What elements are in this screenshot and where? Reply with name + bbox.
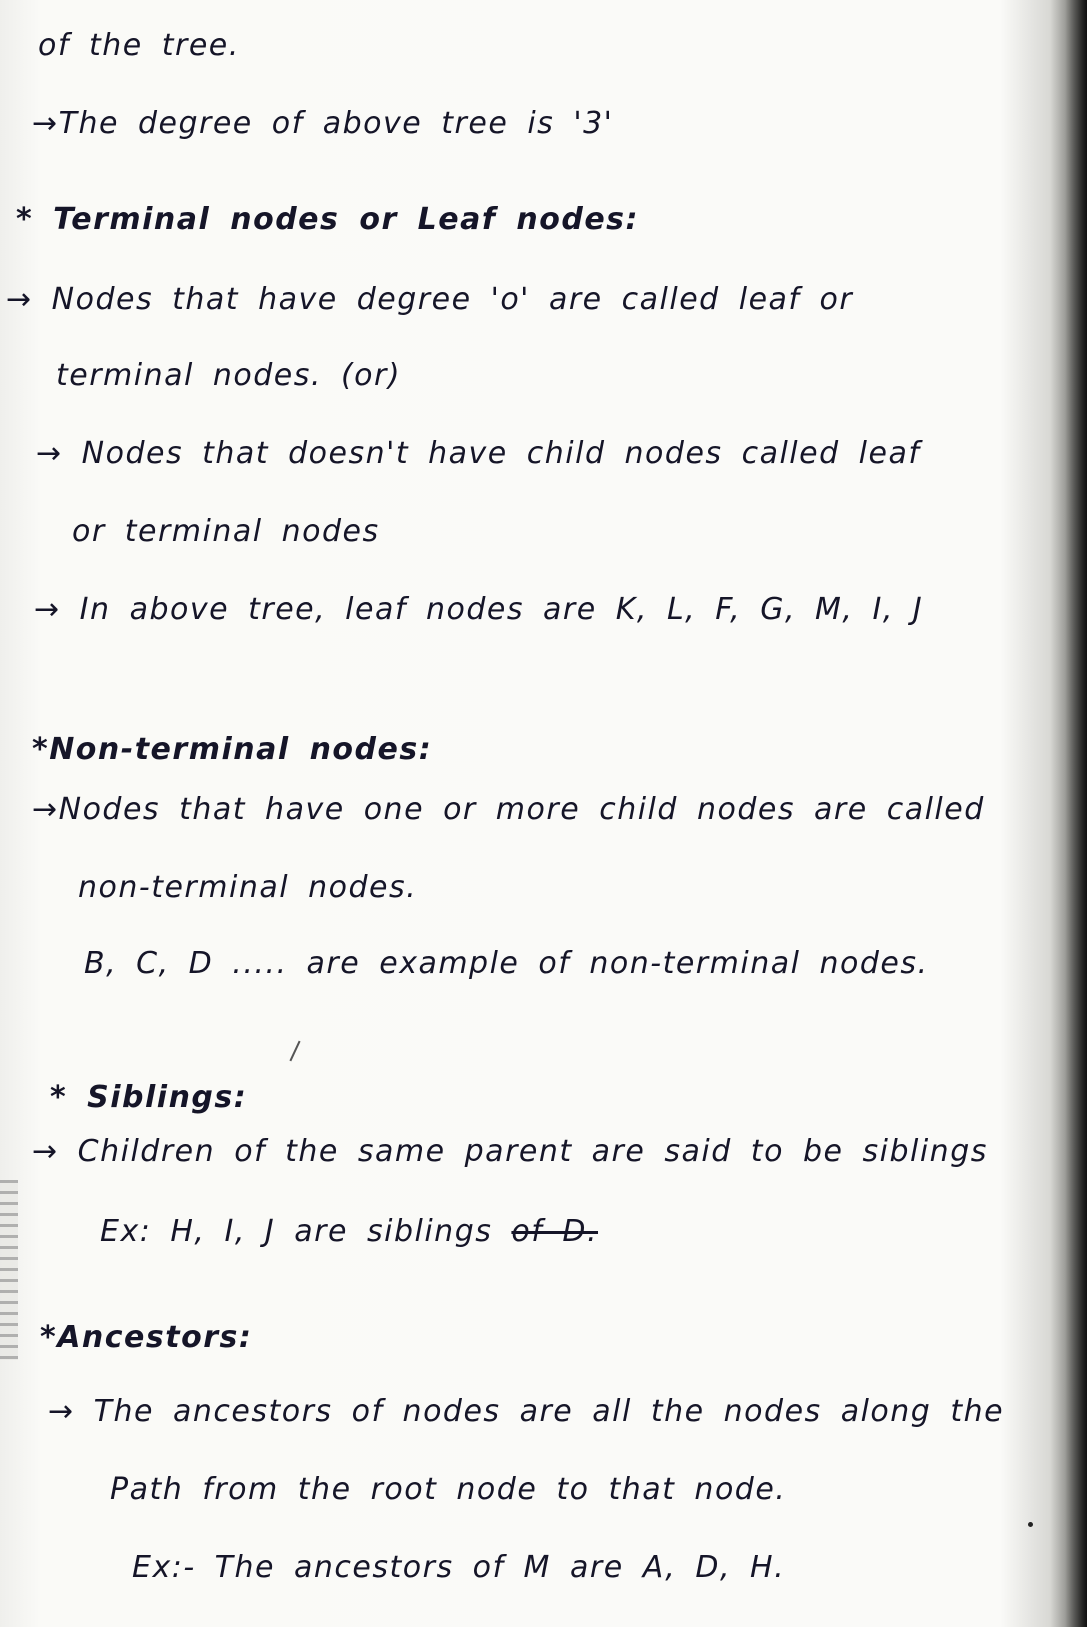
text-line: →The degree of above tree is '3' [32, 106, 614, 141]
text-line: →Nodes that have one or more child nodes are called [32, 792, 985, 827]
section-heading-terminal-nodes: * Terminal nodes or Leaf nodes: [16, 202, 640, 237]
text-line [100, 1212, 598, 1252]
text-line: → In above tree, leaf nodes are K, L, F, G, M, I, J [34, 592, 924, 627]
ink-speck [1028, 1522, 1033, 1527]
pen-mark [289, 1041, 300, 1062]
text-line: terminal nodes. (or) [56, 358, 402, 393]
text-line: → Nodes that doesn't have child nodes called leaf [36, 436, 921, 471]
text-line: → Children of the same parent are said to be siblings [32, 1134, 988, 1169]
struck-out-text: of D. [511, 1214, 599, 1249]
text-line: of the tree. [38, 28, 240, 63]
text-line: non-terminal nodes. [78, 870, 418, 905]
text-line: or terminal nodes [72, 514, 380, 549]
section-heading-non-terminal-nodes: *Non-terminal nodes: [32, 732, 433, 767]
page-shadow-edge [1065, 0, 1087, 1627]
text-line: → The ancestors of nodes are all the nodes along the [48, 1394, 1005, 1429]
section-heading-siblings: * Siblings: [50, 1080, 248, 1115]
text-line: → Nodes that have degree 'o' are called leaf or [6, 282, 854, 317]
page-binding-edge [0, 1180, 18, 1360]
siblings-example: Ex: H, I, J are siblings [100, 1214, 493, 1249]
text-line: B, C, D ..... are example of non-terminal nodes. [84, 946, 929, 981]
text-line: Path from the root node to that node. [110, 1472, 787, 1507]
section-heading-ancestors: *Ancestors: [40, 1320, 253, 1355]
text-line: Ex:- The ancestors of M are A, D, H. [132, 1550, 786, 1585]
